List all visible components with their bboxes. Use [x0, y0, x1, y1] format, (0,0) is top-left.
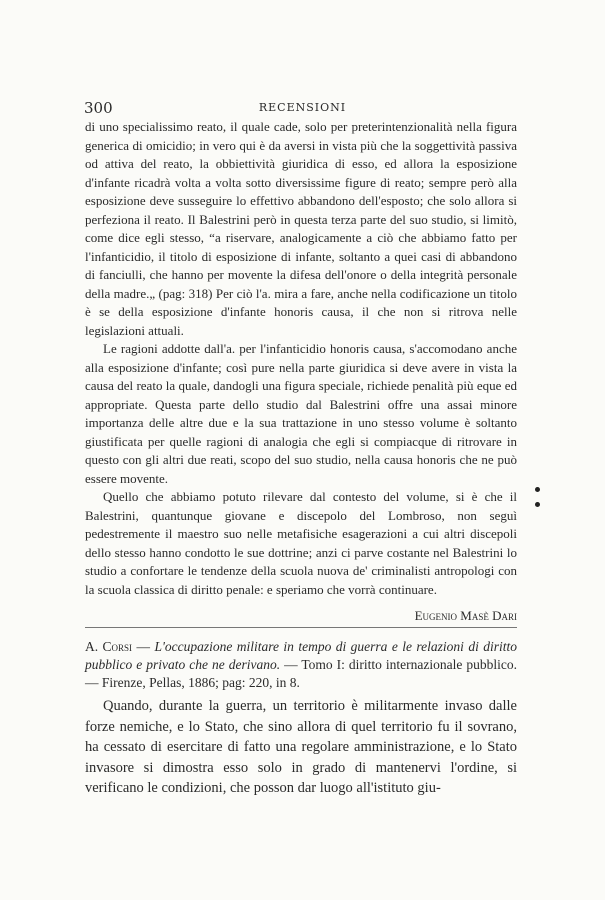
- review-author: A. Corsi: [85, 639, 133, 654]
- paragraph: Quando, durante la guerra, un territorio è militarmente invaso dalle forze nemiche, e lo Stato, che sino allora di quel territorio fu il sovrano, ha cessato di esercitare di fatto una regolare amministrazione, e lo Stato invasore si dimostra esso solo in grado di mantenervi l'ordine, si verificano le condizioni, che posson dar luogo all'istituto giu-: [85, 698, 517, 796]
- review-citation: A. Corsi — L'occupazione militare in tempo di guerra e le relazioni di diritto pubblico e privato che ne derivano. — Tomo I: diritto internazionale pubblico. — Firenze, Pellas, 1886; pag: 220, in 8.: [85, 639, 518, 690]
- paragraph: di uno specialissimo reato, il quale cade, solo per preterintenzionalità nella figura generica di omicidio; in vero qui è da aversi in vista più che la soggettività passiva od attiva del reato, la obbiettività giuridica di esso, ed allora la esposizione d'infante ricadrà volta a volta sotto diversissime figure di reato; sempre però alla esposizione deve susseguire lo effettivo abbandono dell'esposto; che solo allora si perfeziona il reato. Il Balestrini però in questa terza parte del suo studio, si limitò, come dice egli stesso, “a riservare, analogicamente a ciò che abbiamo fatto per l'infanticidio, il titolo di esposizione di infante, soltanto a quei casi di abbandono di fanciulli, che hanno per movente la difesa dell'onore o della integrità personale della madre.„ (pag: 318) Per ciò l'a. mira a fare, anche nella codificazione un titolo è se della esposizione d'infante honoris causa, il che non si ritrova nelle legislazioni attuali.: [85, 119, 517, 338]
- review-volume: — Tomo I: diritto internazionale pubblico.: [284, 657, 518, 672]
- running-title: RECENSIONI: [258, 101, 347, 114]
- review-text: [85, 696, 517, 799]
- paragraph: Le ragioni addotte dall'a. per l'infanticidio honoris causa, s'accomodano anche alla esposizione d'infante; così pure nella parte giuridica si deve avere in vista la causa del reato la quale, dandogli una figura speciale, richiede penalità più eque ed appropriate. Questa parte dello studio dal Balestrini offre una assai minore importanza delle altre due e la sua trattazione in uno stesso volume è soltanto giustificata per quelle ragioni di analogia che egli si compiacque di ritrovare in questo con gli altri due reati, scopo del suo studio, nella causa honoris che ne può essere movente.: [85, 341, 517, 486]
- main-text: [85, 118, 517, 599]
- page-number: 300: [84, 99, 113, 117]
- margin-mark: [535, 487, 540, 492]
- margin-mark: [535, 502, 540, 507]
- review-title: L'occupazione militare in tempo di guerra e le relazioni di diritto pubblico e privato che ne derivano.: [85, 639, 518, 672]
- paragraph: Quello che abbiamo potuto rilevare dal contesto del volume, si è che il Balestrini, quantunque giovane e discepolo del Lombroso, non seguì pedestremente il maestro suo nelle metafisiche esagerazioni a cui altri discepoli dello stesso hanno condotto le sue dottrine; anzi ci parve costante nel Balestrini lo studio a confortare le tendenze della scuola nuova de' criminalisti antropologi con la scuola classica di diritto penale: e speriamo che vorrà continuare.: [85, 489, 517, 597]
- review-publication: — Firenze, Pellas, 1886; pag: 220, in 8.: [85, 675, 300, 690]
- signature: Eugenio Masè Dari: [414, 608, 517, 623]
- divider: [85, 627, 517, 628]
